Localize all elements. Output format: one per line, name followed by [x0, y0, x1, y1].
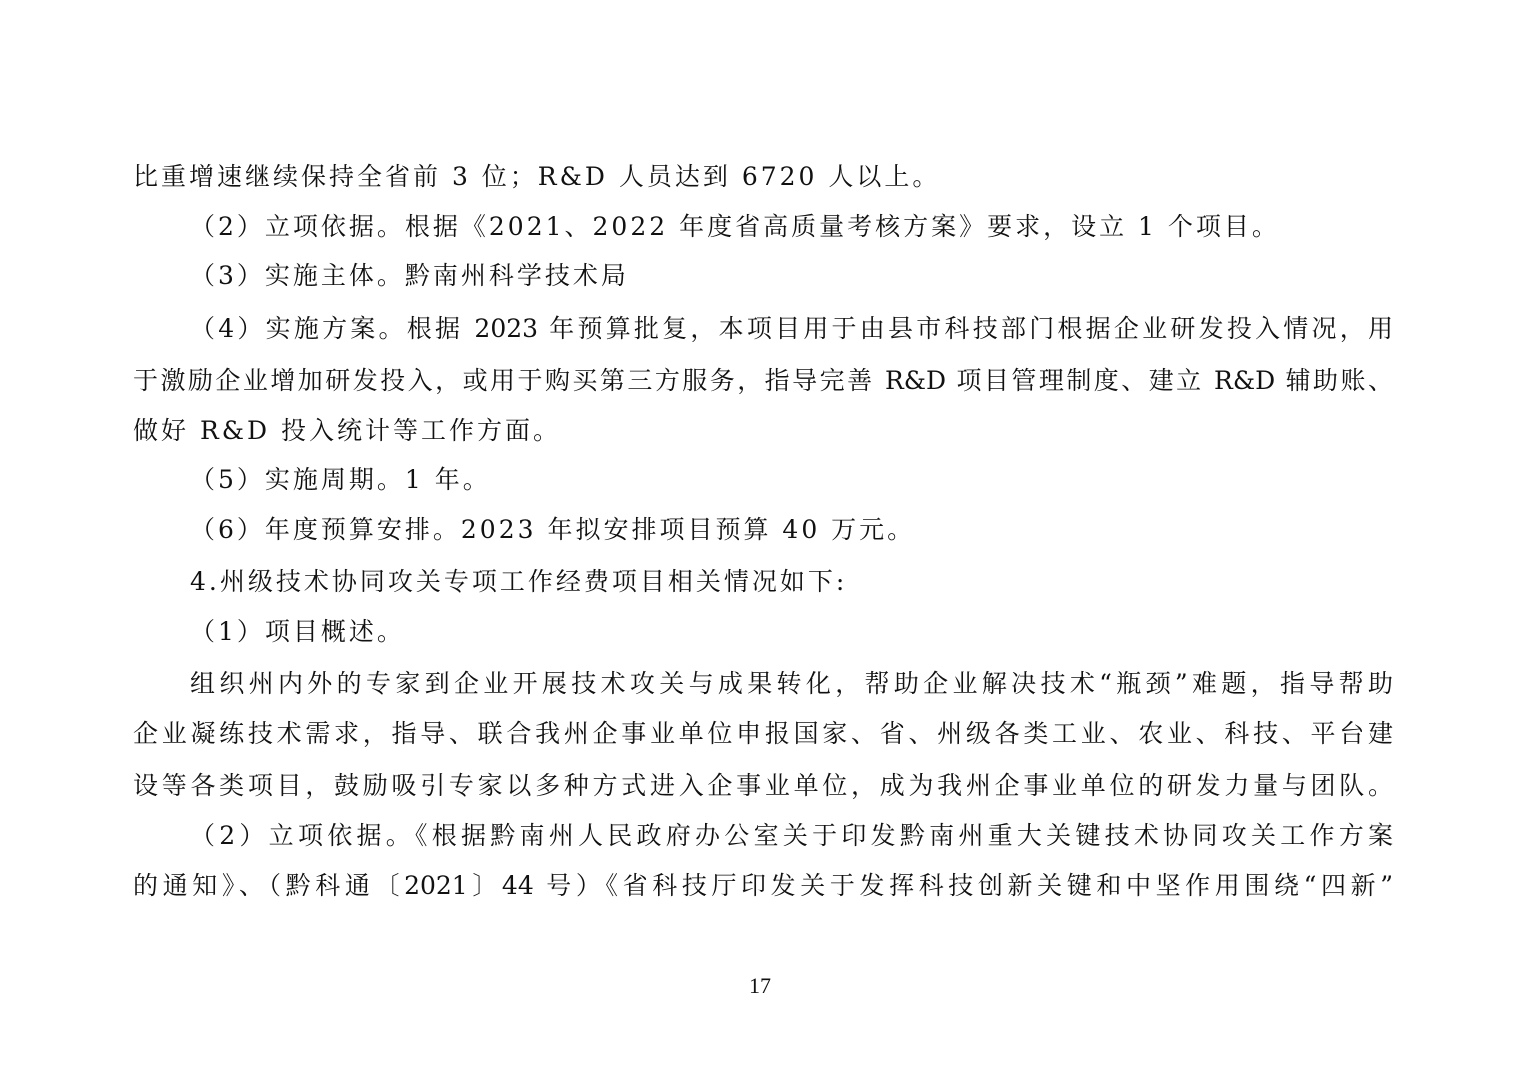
text-line: （6）年度预算安排。2023 年拟安排项目预算 40 万元。: [190, 515, 916, 544]
text-line: 比重增速继续保持全省前 3 位；R&D 人员达到 6720 人以上。: [133, 162, 941, 191]
text-line: （1）项目概述。: [190, 617, 405, 646]
text-line: （5）实施周期。1 年。: [190, 465, 491, 494]
page-number: 17: [749, 973, 771, 998]
text-line: 做好 R&D 投入统计等工作方面。: [133, 416, 562, 445]
text-line: （2）立项依据。根据《2021、2022 年度省高质量考核方案》要求，设立 1 个项目。: [190, 212, 1280, 241]
text-line: （4）实施方案。根据 2023 年预算批复，本项目用于由县市科技部门根据企业研发投入情况，用: [190, 314, 1393, 343]
text-line: 于激励企业增加研发投入，或用于购买第三方服务，指导完善 R&D 项目管理制度、建立 R&D 辅助账、: [133, 366, 1393, 395]
text-line: （2）立项依据。《根据黔南州人民政府办公室关于印发黔南州重大关键技术协同攻关工作方案: [190, 821, 1393, 850]
text-line: 设等各类项目，鼓励吸引专家以多种方式进入企事业单位，成为我州企事业单位的研发力量与团队。: [133, 771, 1393, 800]
text-line: 4.州级技术协同攻关专项工作经费项目相关情况如下:: [190, 567, 848, 596]
text-line: 的通知》、（黔科通〔2021〕44 号）《省科技厅印发关于发挥科技创新关键和中坚作用围绕“四新”: [133, 871, 1393, 900]
text-line: （3）实施主体。黔南州科学技术局: [190, 261, 629, 290]
text-line: 企业凝练技术需求，指导、联合我州企事业单位申报国家、省、州级各类工业、农业、科技、平台建: [133, 719, 1393, 748]
text-line: 组织州内外的专家到企业开展技术攻关与成果转化，帮助企业解决技术“瓶颈”难题，指导帮助: [190, 669, 1393, 698]
